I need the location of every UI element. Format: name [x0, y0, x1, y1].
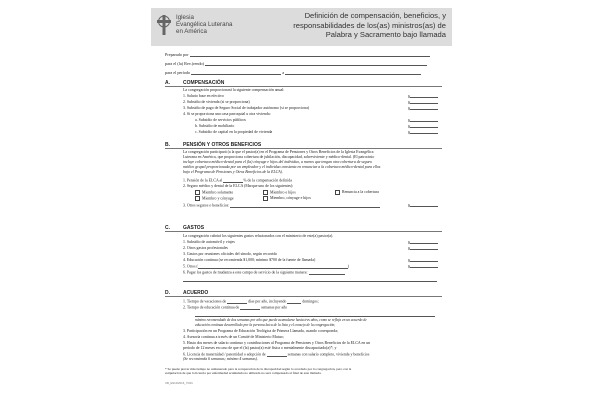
salary-amount-field[interactable]: $	[408, 94, 442, 99]
member-spouse-children-checkbox[interactable]	[263, 196, 268, 201]
section-c-item-2: 2. Otros gastos profesionales	[183, 246, 228, 250]
section-c-item-4: 4. Educación continua (se recomienda $1,000; mínimo $700 de la fuente de llamada)	[183, 258, 316, 262]
waive-coverage-label: Renuncia a la cobertura	[342, 190, 379, 195]
utilities-field[interactable]: $	[408, 118, 442, 123]
auto-allowance-field[interactable]: $	[408, 240, 442, 245]
header-band	[151, 8, 452, 46]
section-b-intro-4: médico grupal proporcionada por un empleador y el individuo consienta en renunciar a la cobertura médico-dental para ellos	[183, 165, 381, 169]
waive-coverage-checkbox[interactable]	[335, 190, 340, 195]
period-and: a	[282, 70, 285, 75]
section-a-item-2: 2. Subsidio de vivienda (si se proporciona)	[183, 100, 250, 104]
org-line-1: Iglesia	[176, 14, 194, 21]
section-a-letter: A.	[165, 80, 170, 86]
elca-cross-logo-icon	[155, 14, 173, 36]
other-insurance-field[interactable]	[230, 203, 380, 208]
prepared-by-field[interactable]	[165, 52, 442, 57]
education-note-field[interactable]	[195, 312, 435, 317]
pension-tail: % de la compensación definida	[243, 178, 292, 183]
section-d-title: ACUERDO	[183, 290, 209, 296]
organization-name	[176, 14, 232, 35]
member-children-checkbox[interactable]	[263, 190, 268, 195]
section-a-title: COMPENSACIÓN	[183, 80, 225, 86]
other-expenses-label: 5. Otros (	[183, 264, 198, 269]
housing-allowance-field[interactable]: $	[408, 100, 442, 105]
prepared-by-line[interactable]	[190, 52, 430, 57]
social-security-field[interactable]: $	[408, 106, 442, 111]
vacation-sundays-field[interactable]	[287, 299, 301, 304]
section-b-rule	[165, 148, 442, 149]
section-d-rule	[165, 296, 442, 297]
pension-percent-field[interactable]	[223, 178, 243, 183]
section-a-sub-b: b. Subsidio de mobiliario	[195, 124, 235, 128]
section-b-intro-2: Luterana en América, que proporciona cobertura de jubilación, discapacidad, sobreviviente y médico-dental. (El patrocinio	[183, 155, 375, 159]
section-c-item-3: 3. Gastos por reuniones oficiales del sínodo, según recorrido	[183, 252, 278, 256]
education-note-1: mínimo recomendado de dos semanas por año que puede acumularse hasta tres años, como se refleja en un acuerdo de	[195, 318, 367, 322]
parental-leave-label: 6. Licencia de maternidad / paternidad o adopción de	[183, 352, 266, 357]
document-title	[278, 11, 446, 40]
moving-expenses-line-2[interactable]	[183, 277, 437, 282]
section-a-rule	[165, 86, 442, 87]
section-a-item-1: 1. Salario base en efectivo	[183, 94, 224, 98]
section-d-item-5: 5. Hasta dos meses de salario continuo y contribuciones al Programa de Pensiones y Otros Beneficios de la ELCA en un	[183, 341, 371, 345]
moving-expenses-continuation[interactable]	[183, 277, 442, 282]
for-rev-line[interactable]	[205, 61, 427, 66]
section-b-intro-3: incluye cobertura médico-dental para el (la) cónyuge e hijos del individuo, a menos que tengan otra cobertura de seguro	[183, 160, 372, 164]
education-weeks-field[interactable]	[240, 305, 260, 310]
section-d-letter: D.	[165, 290, 170, 296]
section-a-item-4: 4. Si se proporciona una casa parroquial u otra vivienda:	[183, 112, 271, 116]
section-b-item-2: 2. Seguro médico y dental de la ELCA (Marque uno de los siguientes):	[183, 184, 294, 188]
member-only-checkbox[interactable]	[195, 190, 200, 195]
member-spouse-label: Miembro y cónyuge	[202, 196, 234, 201]
title-line-3: Palabra y Sacramento bajo llamada	[325, 30, 446, 40]
education-note-2: educación continua desarrollado por la persona laica de la lista y el consejo de la congregación;	[195, 323, 336, 327]
footnote-2: estipulación de que la licencia por enfermedad acumulada no utilizada no será compensada al final de esta llamada.	[165, 371, 322, 375]
moving-expenses-label: 6. Pagar los gastos de mudanza a este campo de servicio de la siguiente manera:	[183, 270, 308, 275]
form-code: CB_ES10/2016_7/001	[165, 381, 193, 385]
vacation-row	[183, 299, 442, 304]
other-expenses-amount-field[interactable]: $	[408, 264, 442, 269]
vacation-label: 1. Tiempo de vacaciones de	[183, 299, 227, 304]
other-expenses-row: 5. Otros ( )	[183, 264, 350, 269]
coverage-options-row-1	[195, 190, 442, 195]
section-a-item-3: 3. Subsidio de pago de Seguro Social de trabajador autónomo (si se proporciona)	[183, 106, 310, 110]
section-c-intro: La congregación cubrirá los siguientes gastos relacionados con el ministerio de este(a) pastor(a).	[183, 234, 334, 238]
education-time-tail: semanas por año	[261, 305, 288, 310]
section-b-letter: B.	[165, 142, 170, 148]
other-insurance-amount-field[interactable]: $	[408, 203, 442, 208]
period-label: para el período	[165, 70, 191, 75]
furnishing-field[interactable]: $	[408, 124, 442, 129]
org-line-3: en América	[176, 28, 207, 35]
section-c-letter: C.	[165, 225, 170, 231]
section-c-title: GASTOS	[183, 225, 205, 231]
parental-leave-tail: semanas con salario completo, vivienda y beneficios	[287, 352, 370, 357]
section-d-item-3: 3. Participación en un Programa de Educación Teológica de Primera Llamada, cuando corresponda;	[183, 329, 339, 333]
coverage-options-row-2	[195, 196, 442, 201]
pension-row	[183, 178, 442, 183]
section-d-item-4: 4. Asesoría continua a través de un Comité de Ministerio Mutuo;	[183, 335, 284, 339]
moving-expenses-row	[183, 270, 442, 275]
section-a-sub-c: c. Subsidio de capital en la propiedad de vivienda	[195, 130, 273, 134]
other-insurance-label: 3. Otros seguros o beneficios:	[183, 203, 230, 208]
section-b-intro-1: La congregación participará (a la que el pastor(a) en el Programa de Pensiones y Otros Beneficios de la Iglesia Evangélica	[183, 150, 374, 154]
title-line-2: responsabilidades de los(as) ministros(as) de	[293, 20, 446, 30]
education-note-line[interactable]	[195, 312, 442, 317]
period-start-line[interactable]	[191, 70, 281, 75]
member-only-label: Miembro solamente	[202, 190, 234, 195]
section-b-intro-5: bajo el Programa de Pensiones y Otros Beneficios de la ELCA).	[183, 170, 283, 174]
equity-field[interactable]: $	[408, 130, 442, 135]
footnote-1: * Se puede prever más tiempo no remunerado para la recuperación de la discapacidad según lo acordado por la congregación, pero con la	[165, 367, 352, 371]
education-time-row	[183, 305, 442, 310]
document-sheet	[151, 0, 452, 400]
for-rev-field[interactable]	[165, 61, 442, 66]
period-end-line[interactable]	[285, 70, 421, 75]
section-d-item-5-cont: período de 12 meses en caso de que el (la) pastor(a) esté física o mentalmente discapacitado(a)*; y	[183, 346, 337, 350]
vacation-days-field[interactable]	[227, 299, 247, 304]
parental-leave-note: (Se recomienda 6 semanas; mínimo 4 semanas).	[183, 357, 258, 361]
title-line-1: Definición de compensación, beneficios, y	[304, 11, 446, 20]
org-line-2: Evangélica Luterana	[176, 21, 233, 28]
section-a-intro: La congregación proporcionará la siguiente compensación anual:	[183, 88, 285, 92]
vacation-tail: días por año, incluyendo	[248, 299, 287, 304]
professional-expenses-field[interactable]: $	[408, 246, 442, 251]
education-time-label: 2. Tiempo de educación continua de	[183, 305, 240, 310]
for-rev-label: para el (la) Rev.(rendo)	[165, 61, 205, 66]
prepared-by-label: Preparado por	[165, 52, 189, 57]
member-children-label: Miembro e hijos	[270, 190, 296, 195]
section-b-title: PENSIÓN Y OTROS BENEFICIOS	[183, 142, 262, 148]
moving-expenses-field[interactable]	[309, 270, 345, 275]
other-expenses-desc-field[interactable]	[198, 264, 348, 269]
continuing-education-field[interactable]: $	[408, 258, 442, 263]
other-insurance-row	[183, 203, 442, 208]
pension-label: 1. Pensión de la ELCA al	[183, 178, 223, 183]
period-field[interactable]	[165, 70, 442, 75]
section-c-rule	[165, 231, 442, 232]
section-c-item-1: 1. Subsidio de automóvil y viajes	[183, 240, 235, 244]
member-spouse-checkbox[interactable]	[195, 196, 200, 201]
vacation-end: domingos;	[302, 299, 319, 304]
member-spouse-children-label: Miembro, cónyuge e hijos	[270, 196, 311, 201]
section-a-sub-a: a. Subsidio de servicios públicos	[195, 118, 246, 122]
